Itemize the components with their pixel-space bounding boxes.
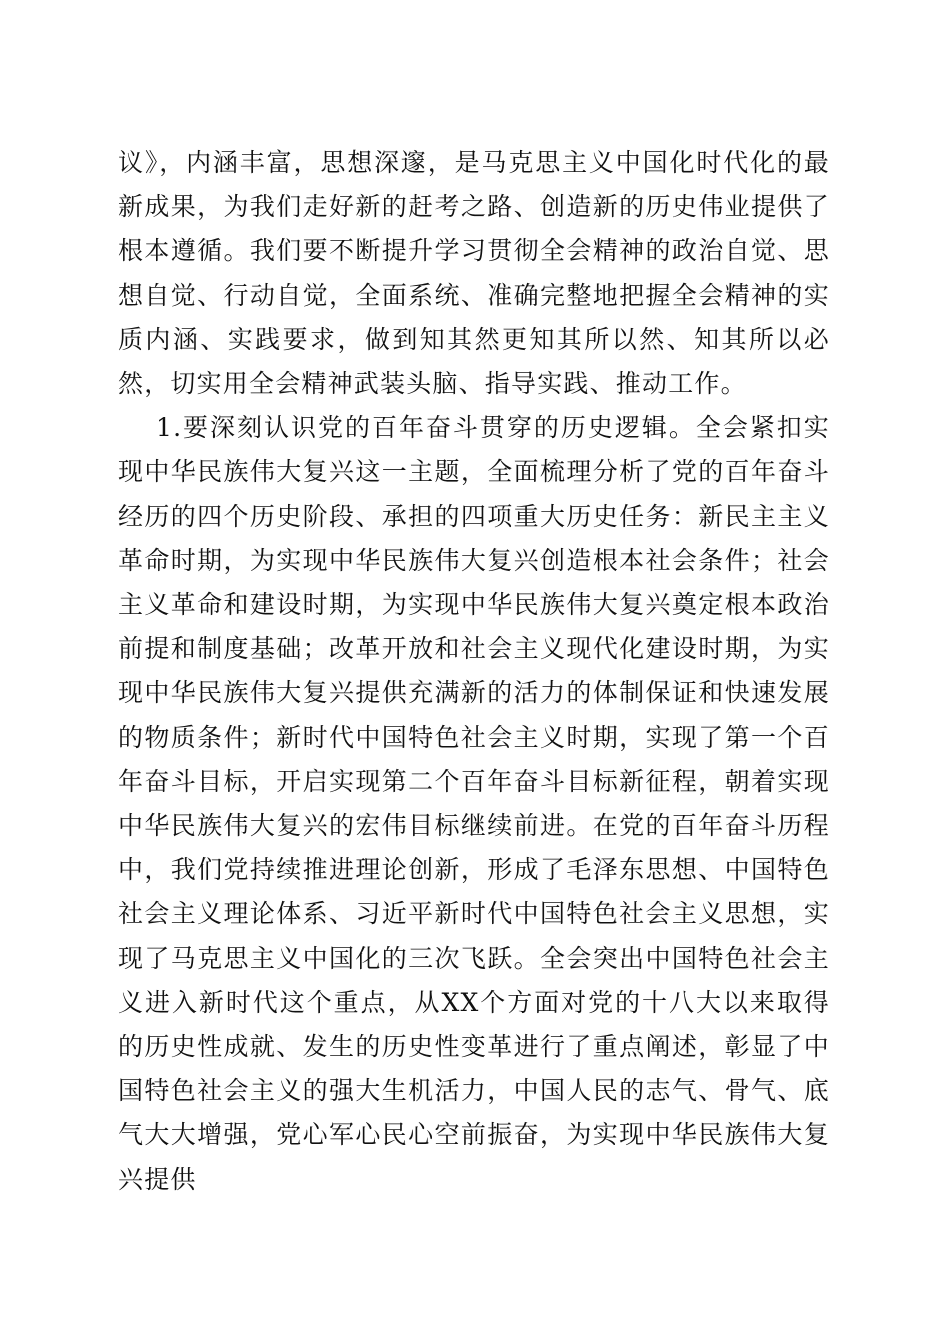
paragraph-section-1: 1.要深刻认识党的百年奋斗贯穿的历史逻辑。全会紧扣实现中华民族伟大复兴这一主题，全面梳理分析了党的百年奋斗经历的四个历史阶段、承担的四项重大历史任务：新民主主义革命时期，为实现中华民族伟大复兴创造根本社会条件；社会主义革命和建设时期，为实现中华民族伟大复兴奠定根本政治前提和制度基础；改革开放和社会主义现代化建设时期，为实现中华民族伟大复兴提供充满新的活力的体制保证和快速发展的物质条件；新时代中国特色社会主义时期，实现了第一个百年奋斗目标，开启实现第二个百年奋斗目标新征程，朝着实现中华民族伟大复兴的宏伟目标继续前进。在党的百年奋斗历程中，我们党持续推进理论创新，形成了毛泽东思想、中国特色社会主义理论体系、习近平新时代中国特色社会主义思想，实现了马克思主义中国化的三次飞跃。全会突出中国特色社会主义进入新时代这个重点，从XX个方面对党的十八大以来取得的历史性成就、发生的历史性变革进行了重点阐述，彰显了中国特色社会主义的强大生机活力，中国人民的志气、骨气、底气大大增强，党心军心民心空前振奋，为实现中华民族伟大复兴提供 (118, 413, 830, 1194)
document-body (118, 141, 830, 1202)
paragraph-continued: 议》，内涵丰富，思想深邃，是马克思主义中国化时代化的最新成果，为我们走好新的赶考之路、创造新的历史伟业提供了根本遵循。我们要不断提升学习贯彻全会精神的政治自觉、思想自觉、行动自觉，全面系统、准确完整地把握全会精神的实质内涵、实践要求，做到知其然更知其所以然、知其所以必然，切实用全会精神武装头脑、指导实践、推动工作。 (118, 148, 830, 399)
